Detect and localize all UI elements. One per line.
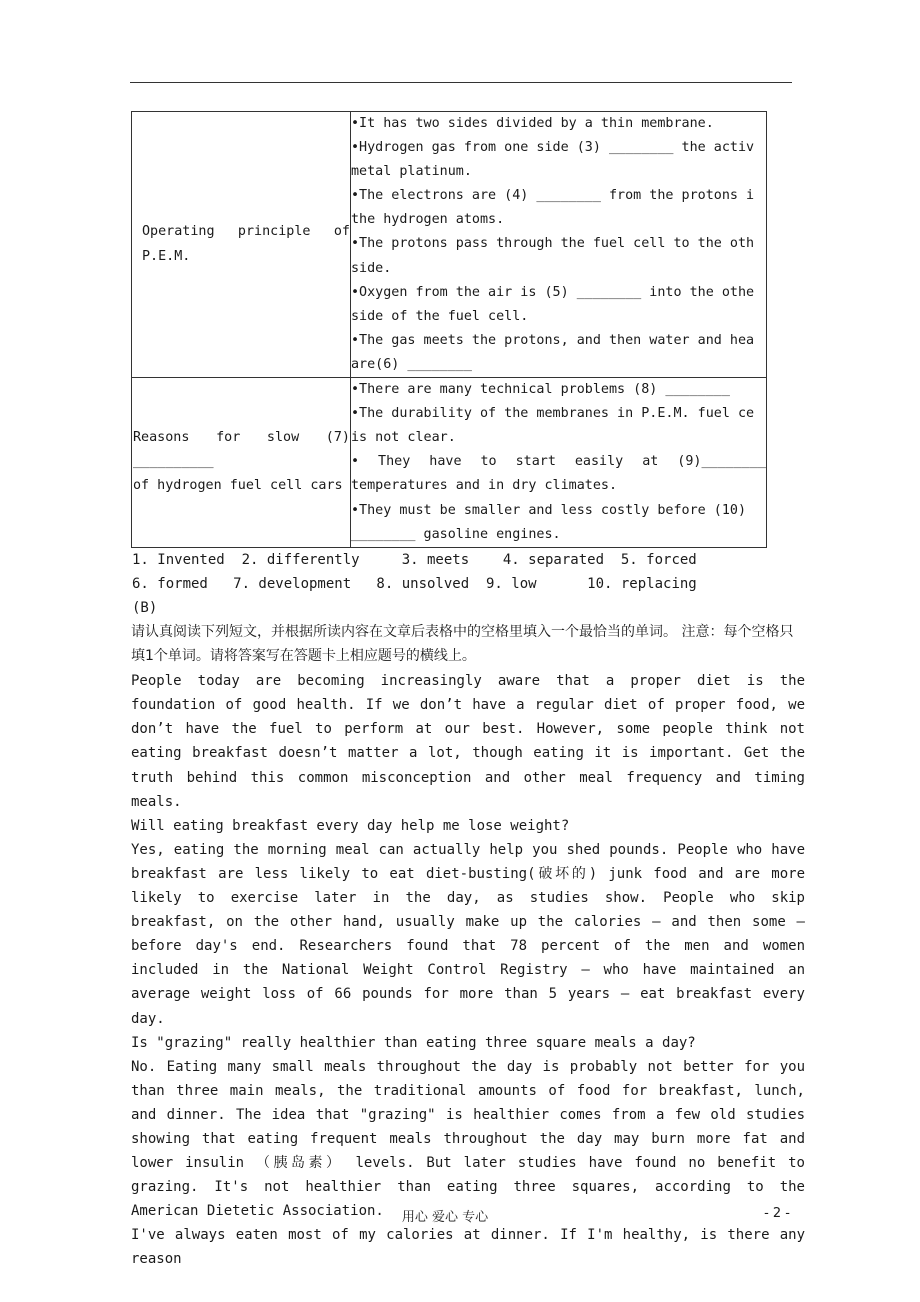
paragraph: Yes, eating the morning meal can actually help you shed pounds. People who have breakfast are less likely to eat diet-busting(破坏的) junk food and are more likely to exercise later in the day, as studies show. People who skip breakfast, on the other hand, usually make up the calories — and then some — before day's end. Researchers found that 78 percent of the men and women included in the National Weight Control Registry — who have maintained an average weight loss of 66 pounds for more than 5 years — eat breakfast every day.: [131, 841, 805, 1027]
bullet-line: •Hydrogen gas from one side (3) ________ the activ: [351, 140, 755, 156]
bullet-line: side.: [351, 260, 392, 276]
question-heading: Is "grazing" really healthier than eating three square meals a day?: [131, 1034, 696, 1051]
bullet-line: •It has two sides divided by a thin membrane.: [351, 116, 714, 131]
bullet-line: the hydrogen atoms.: [351, 212, 505, 228]
row-label: Reasons for slow (7): [133, 430, 350, 446]
instructions: 请认真阅读下列短文，并根据所读内容在文章后表格中的空格里填入一个最恰当的单词。 注意：每个空格只填1个单词。请将答案写在答题卡上相应题号的横线上。: [131, 624, 794, 665]
answer-line: 1. Invented 2. differently 3. meets 4. separated 5. forced: [132, 552, 697, 568]
bullet-line: •The electrons are (4) ________ from the protons i: [351, 188, 755, 204]
question-heading: I've always eaten most of my calories at dinner. If I'm healthy, is there any reason: [131, 1227, 805, 1268]
bullet-line: metal platinum.: [351, 164, 472, 180]
table-row: [132, 378, 767, 548]
bullet-line: ________ gasoline engines.: [351, 526, 561, 542]
bullet-line: •There are many technical problems (8) ________: [351, 382, 730, 398]
bullet-line: •The protons pass through the fuel cell to the oth: [351, 236, 755, 252]
bullet-line: • They have to start easily at (9)________: [351, 454, 766, 470]
footer-motto: 用心 爱心 专心: [401, 1210, 489, 1225]
answer-line: 6. formed 7. development 8. unsolved 9. low 10. replacing: [132, 576, 697, 593]
passage: [131, 620, 805, 1272]
row-label-cell: [132, 378, 351, 548]
paragraph: People today are becoming increasingly aware that a proper diet is the foundation of good health. If we don’t have a regular diet of proper food, we don’t have the fuel to perform at our best. However, some people think not eating breakfast doesn’t matter a lot, though eating it is important. Get the truth behind this common misconception and other meal frequency and timing meals.: [131, 673, 805, 810]
row-bullets-cell: [351, 112, 767, 378]
bullet-line: temperatures and in dry climates.: [351, 478, 618, 494]
row-label: Operating principle of P.E.M.: [142, 224, 350, 264]
question-heading: Will eating breakfast every day help me lose weight?: [131, 817, 570, 834]
paragraph: No. Eating many small meals throughout the day is probably not better for you than three main meals, the traditional amounts of food for breakfast, lunch, and dinner. The idea that "grazing" is healthier comes from a few old studies showing that eating frequent meals throughout the day may burn more fat and lower insulin （胰岛素） levels. But later studies have found no benefit to grazing. It's not healthier than eating three squares, according to the American Dietetic Association.: [131, 1058, 805, 1220]
table-row: [132, 112, 767, 378]
bullet-line: •The durability of the membranes in P.E.M. fuel ce: [351, 406, 755, 422]
header-rule: [130, 82, 792, 83]
bullet-line: •Oxygen from the air is (5) ________ into the othe: [351, 284, 755, 300]
summary-table: [131, 111, 767, 548]
bullet-line: •They must be smaller and less costly before (10): [351, 502, 747, 518]
bullet-line: side of the fuel cell.: [351, 308, 529, 324]
row-label-cell: [132, 112, 351, 378]
bullet-line: •The gas meets the protons, and then water and hea: [351, 332, 755, 348]
answer-key: [132, 548, 697, 620]
bullet-line: is not clear.: [351, 430, 456, 446]
page-number: - 2 -: [764, 1206, 790, 1221]
row-bullets-cell: [351, 378, 767, 548]
blank-line: __________: [133, 454, 214, 470]
section-label: (B): [132, 600, 158, 617]
row-label-cont: of hydrogen fuel cell cars: [133, 478, 343, 494]
bullet-line: are(6) ________: [351, 356, 472, 372]
